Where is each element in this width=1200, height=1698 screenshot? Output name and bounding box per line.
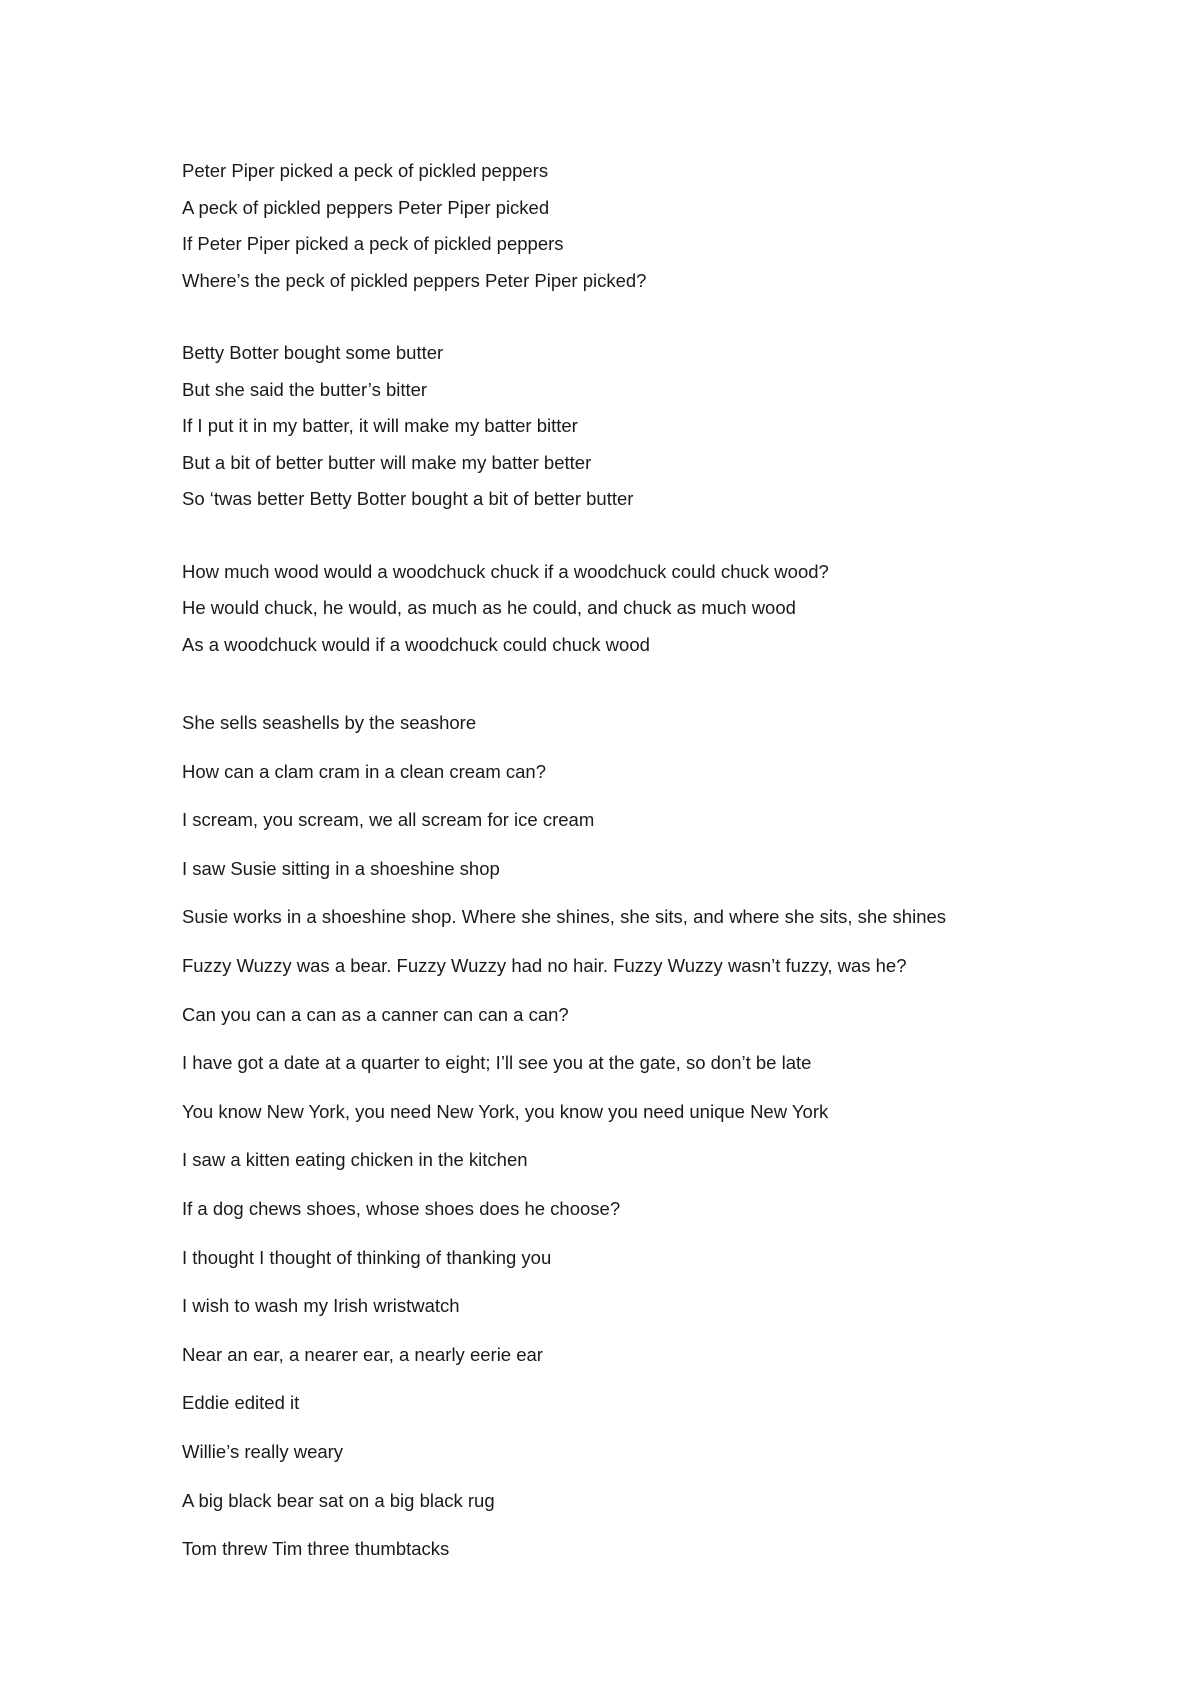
stanza-woodchuck bbox=[182, 554, 1142, 664]
text-line: But she said the butter’s bitter bbox=[182, 378, 428, 400]
text-line: But a bit of better butter will make my batter better bbox=[182, 451, 592, 473]
text-line: Where’s the peck of pickled peppers Peter Piper picked? bbox=[182, 269, 647, 291]
text-line: You know New York, you need New York, you know you need unique New York bbox=[182, 1100, 829, 1122]
text-line: How much wood would a woodchuck chuck if a woodchuck could chuck wood? bbox=[182, 560, 829, 582]
stanza-peter-piper bbox=[182, 153, 1142, 299]
text-line: Near an ear, a nearer ear, a nearly eerie ear bbox=[182, 1343, 543, 1365]
text-line: A peck of pickled peppers Peter Piper picked bbox=[182, 196, 550, 218]
text-line: I scream, you scream, we all scream for ice cream bbox=[182, 809, 595, 831]
text-line: Fuzzy Wuzzy was a bear. Fuzzy Wuzzy had no hair. Fuzzy Wuzzy wasn’t fuzzy, was he? bbox=[182, 954, 907, 976]
text-line: Willie’s really weary bbox=[182, 1440, 344, 1462]
text-line: If a dog chews shoes, whose shoes does he choose? bbox=[182, 1197, 621, 1219]
text-line: So ‘twas better Betty Botter bought a bit of better butter bbox=[182, 488, 634, 509]
text-line: Can you can a can as a canner can can a can? bbox=[182, 1003, 569, 1025]
text-line: If Peter Piper picked a peck of pickled peppers bbox=[182, 233, 564, 254]
text-line: A big black bear sat on a big black rug bbox=[182, 1489, 495, 1511]
text-line: I thought I thought of thinking of thanking you bbox=[182, 1246, 552, 1268]
text-line: Eddie edited it bbox=[182, 1392, 300, 1414]
text-line: I saw a kitten eating chicken in the kitchen bbox=[182, 1149, 528, 1171]
text-line: I saw Susie sitting in a shoeshine shop bbox=[182, 857, 500, 879]
text-line: Susie works in a shoeshine shop. Where she shines, she sits, and where she sits, she shines bbox=[182, 906, 947, 928]
text-line: As a woodchuck would if a woodchuck could chuck wood bbox=[182, 633, 650, 655]
text-line: I wish to wash my Irish wristwatch bbox=[182, 1295, 460, 1317]
text-line: Peter Piper picked a peck of pickled peppers bbox=[182, 160, 549, 181]
text-line: She sells seashells by the seashore bbox=[182, 712, 477, 733]
single-line-list bbox=[182, 699, 1142, 1574]
text-line: Betty Botter bought some butter bbox=[182, 342, 444, 363]
stanza-betty-botter bbox=[182, 335, 1142, 518]
text-line: I have got a date at a quarter to eight; I’ll see you at the gate, so don’t be late bbox=[182, 1052, 812, 1074]
tongue-twister-text bbox=[182, 153, 1142, 1574]
text-line: How can a clam cram in a clean cream can? bbox=[182, 760, 546, 782]
text-line: He would chuck, he would, as much as he could, and chuck as much wood bbox=[182, 597, 796, 618]
text-line: Tom threw Tim three thumbtacks bbox=[182, 1538, 450, 1560]
text-line: If I put it in my batter, it will make my batter bitter bbox=[182, 415, 578, 436]
